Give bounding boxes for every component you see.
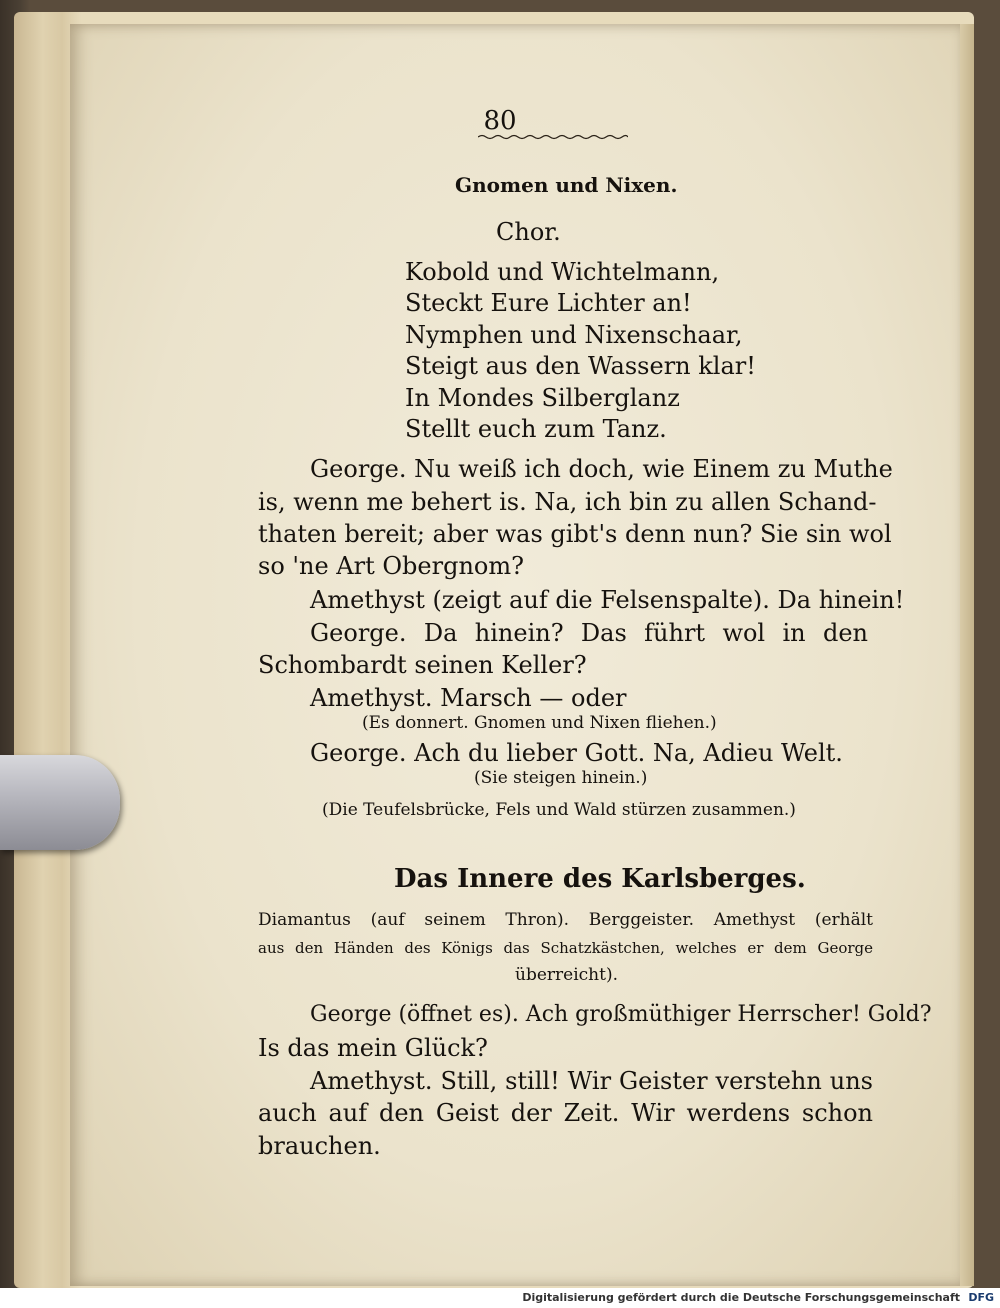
footer-credit: Digitalisierung gefördert durch die Deutsche Forschungsgemeinschaft: [522, 1291, 960, 1304]
speech-line: George (öffnet es). Ach großmüthiger Herrscher! Gold?: [310, 1002, 932, 1027]
speech-line: is, wenn me behert is. Na, ich bin zu allen Schand-: [258, 488, 877, 516]
dfg-logo: DFG: [968, 1291, 994, 1304]
chor-line: In Mondes Silberglanz: [405, 384, 680, 412]
speech-line: George. Da hinein? Das führt wol in den: [310, 619, 868, 647]
chor-line: Steckt Eure Lichter an!: [405, 289, 692, 317]
speech-line: Amethyst (zeigt auf die Felsenspalte). Da hinein!: [310, 586, 905, 614]
chor-label: Chor.: [496, 218, 561, 246]
speech-line: Schombardt seinen Keller?: [258, 651, 587, 679]
decorative-rule: [478, 134, 628, 140]
scene-title: Das Innere des Karlsberges.: [394, 864, 806, 894]
chor-line: Kobold und Wichtelmann,: [405, 258, 720, 286]
scene-description: aus den Händen des Königs das Schatzkästchen, welches er dem George: [258, 939, 873, 957]
speech-line: so 'ne Art Obergnom?: [258, 552, 524, 580]
chor-line: Stellt euch zum Tanz.: [405, 415, 667, 443]
speech-line: auch auf den Geist der Zeit. Wir werdens schon: [258, 1099, 873, 1127]
scene-description: Diamantus (auf seinem Thron). Berggeister. Amethyst (erhält: [258, 910, 873, 930]
speech-line: Amethyst. Still, still! Wir Geister verstehn uns: [310, 1067, 873, 1095]
speech-line: George. Nu weiß ich doch, wie Einem zu Muthe: [310, 455, 893, 483]
speech-line: George. Ach du lieber Gott. Na, Adieu Welt.: [310, 739, 843, 767]
stage-direction: (Sie steigen hinein.): [474, 768, 648, 788]
chor-line: Nymphen und Nixenschaar,: [405, 321, 743, 349]
speech-line: thaten bereit; aber was gibt's denn nun? Sie sin wol: [258, 520, 892, 548]
stage-direction: (Es donnert. Gnomen und Nixen fliehen.): [362, 713, 717, 733]
scene-description: überreicht).: [515, 965, 618, 985]
chor-line: Steigt aus den Wassern klar!: [405, 352, 756, 380]
speech-line: brauchen.: [258, 1132, 381, 1160]
stage-direction: (Die Teufelsbrücke, Fels und Wald stürzen zusammen.): [322, 800, 796, 820]
footer-bar: [0, 1288, 1000, 1308]
characters-heading: Gnomen und Nixen.: [455, 173, 678, 197]
page-clip: [0, 755, 120, 850]
speech-line: Amethyst. Marsch — oder: [310, 684, 627, 712]
page-right-edge: [960, 24, 974, 1286]
speech-line: Is das mein Glück?: [258, 1034, 488, 1062]
page-number: 80: [483, 106, 517, 136]
